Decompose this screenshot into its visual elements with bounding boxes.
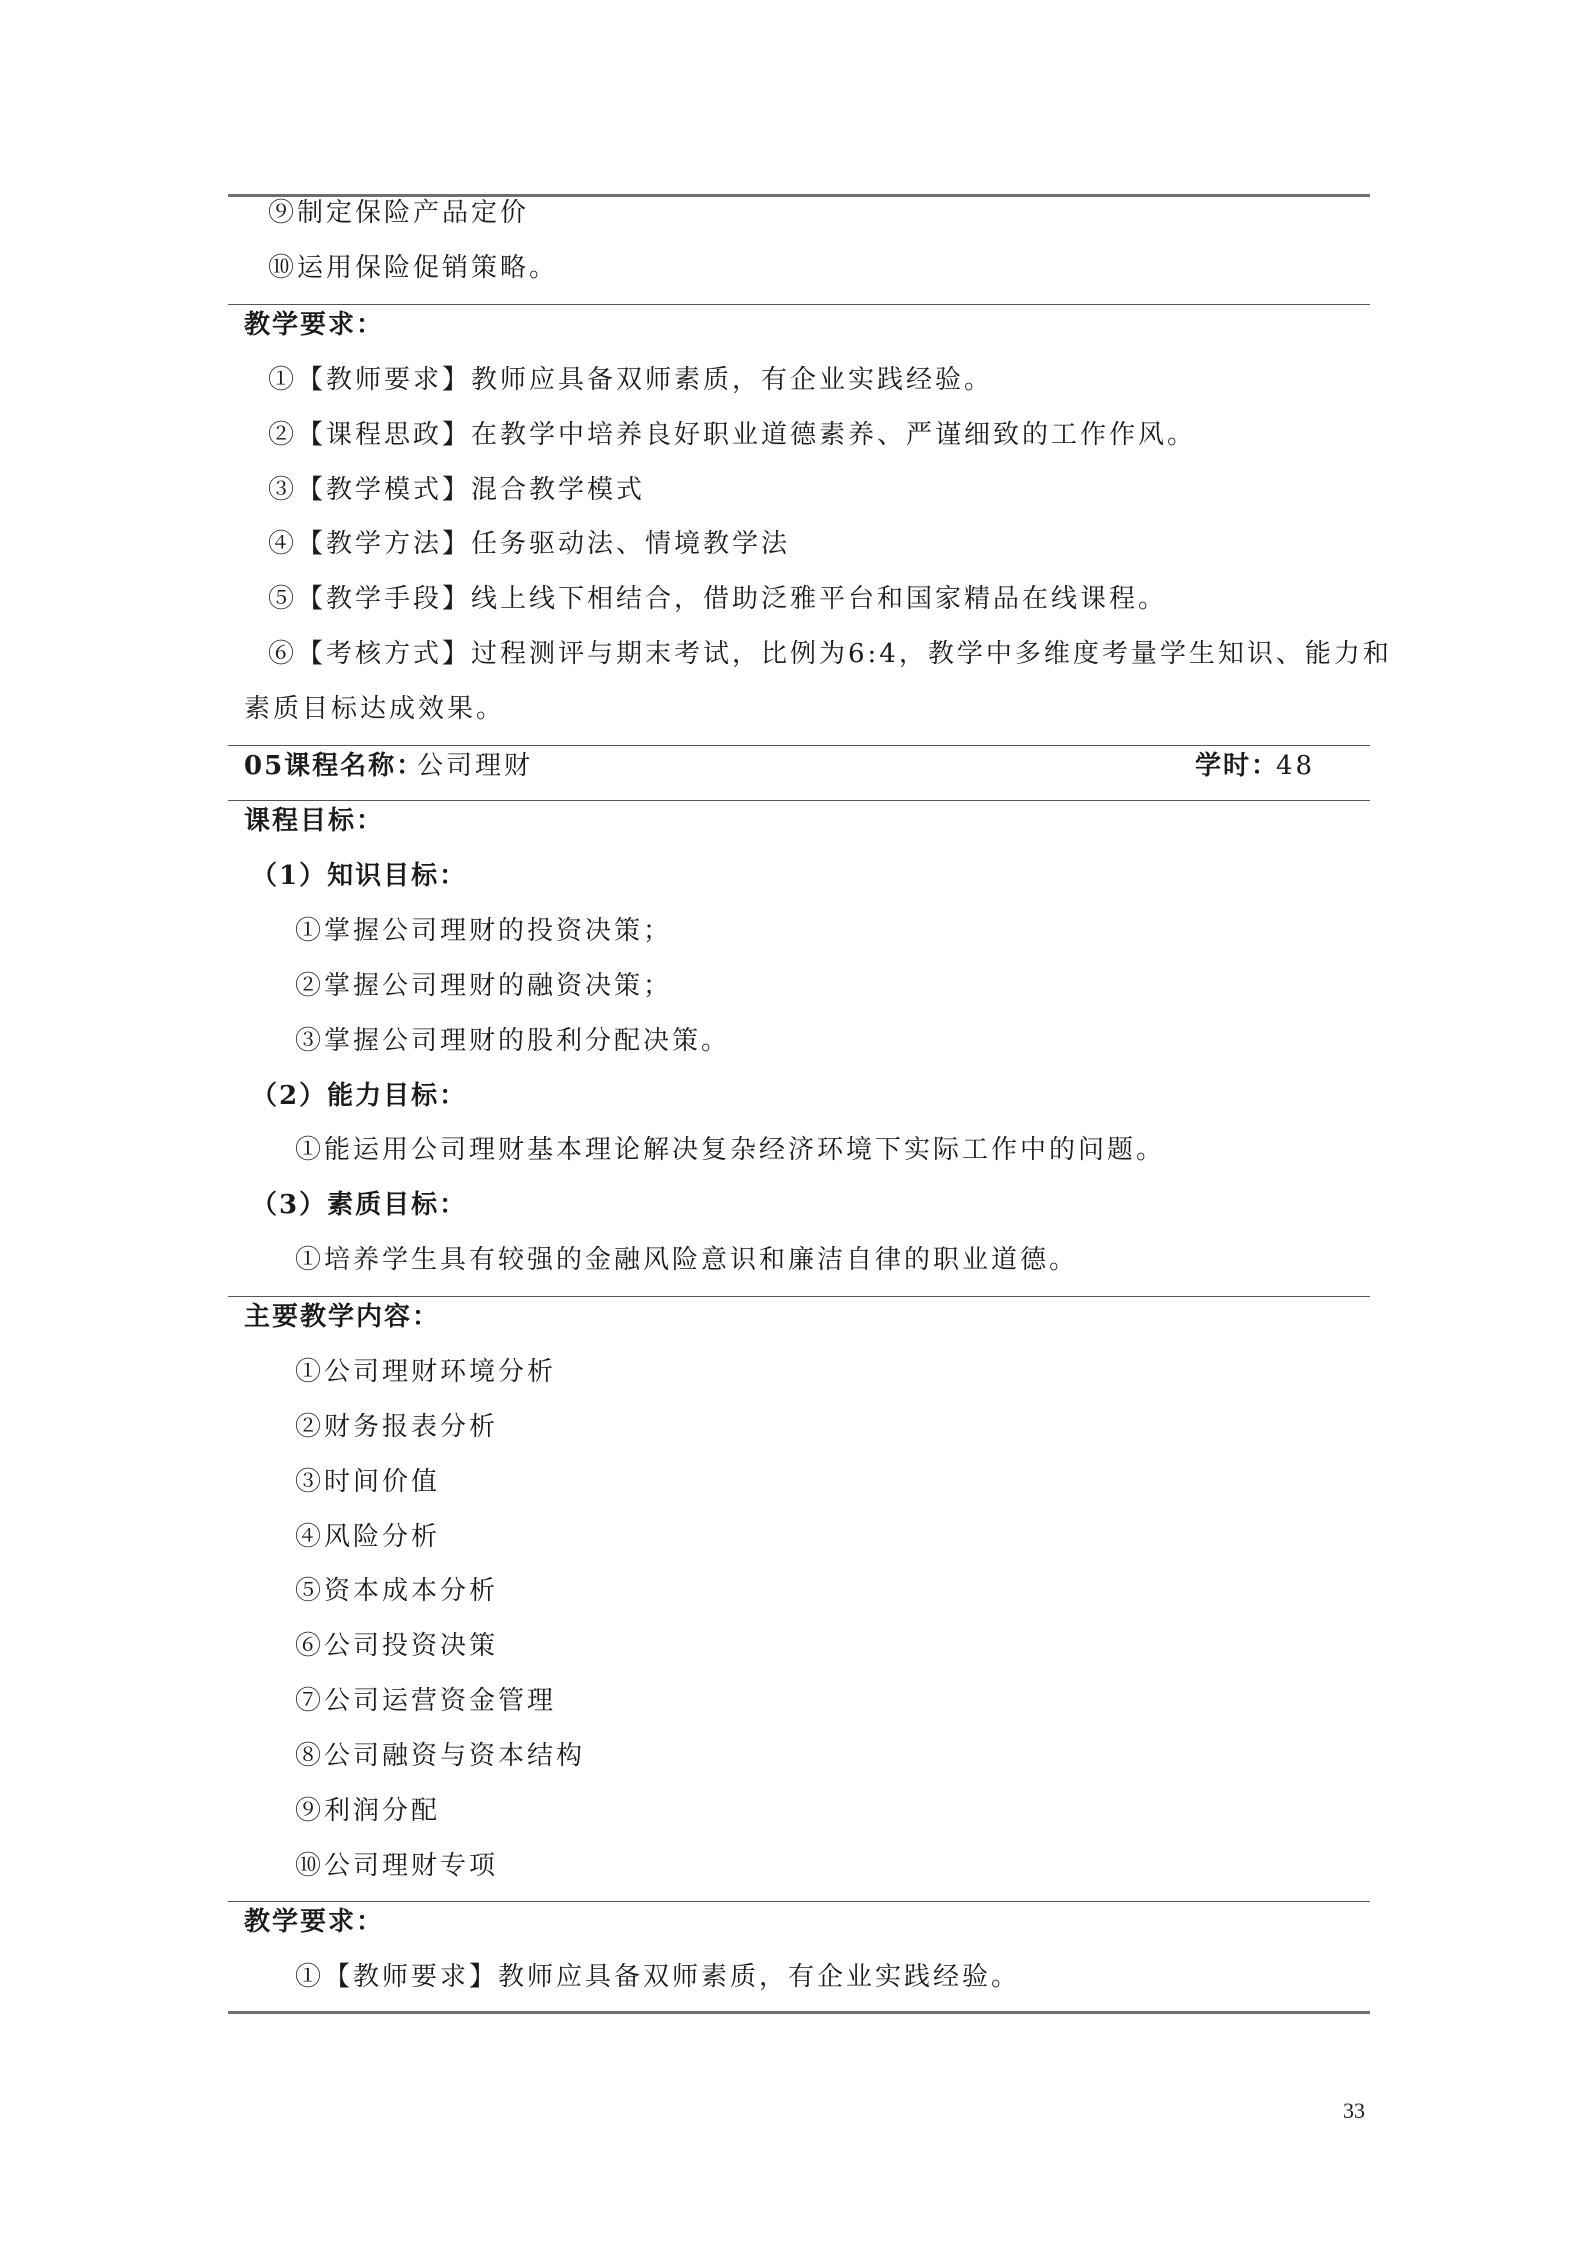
- requirement-item: ④【教学方法】任务驱动法、情境教学法: [268, 529, 791, 559]
- row-divider: [228, 304, 1370, 305]
- course-name: 公司理财: [417, 751, 534, 781]
- content-item: ⑤资本成本分析: [295, 1576, 499, 1606]
- ability-heading: （2）能力目标：: [251, 1081, 468, 1111]
- row-divider: [228, 1296, 1370, 1297]
- objective-item: ③掌握公司理财的股利分配决策。: [295, 1026, 731, 1056]
- page-number: 33: [1343, 2098, 1365, 2123]
- course-name-label: 05课程名称：: [244, 751, 425, 781]
- requirements-heading: 教学要求：: [244, 310, 385, 340]
- requirements-heading: 教学要求：: [244, 1907, 385, 1937]
- knowledge-heading: （1）知识目标：: [251, 861, 468, 891]
- content-item: ⑥公司投资决策: [295, 1631, 499, 1661]
- content-item: ③时间价值: [295, 1467, 441, 1497]
- row-divider: [228, 800, 1370, 801]
- table-bottom-border: [228, 2011, 1370, 2014]
- course-hours-label: 学时：: [1195, 751, 1280, 781]
- row-divider: [228, 1901, 1370, 1902]
- row-divider: [228, 745, 1370, 746]
- requirement-item-continued: 素质目标达成效果。: [244, 694, 506, 724]
- requirement-item: ②【课程思政】在教学中培养良好职业道德素养、严谨细致的工作作风。: [268, 420, 1197, 450]
- content-item: ⑨制定保险产品定价: [268, 198, 530, 228]
- requirement-item: ①【教师要求】教师应具备双师素质，有企业实践经验。: [268, 365, 994, 395]
- quality-heading: （3）素质目标：: [251, 1190, 468, 1220]
- content-item: ⑩公司理财专项: [295, 1851, 499, 1881]
- content-item: ⑩运用保险促销策略。: [268, 253, 559, 283]
- objective-item: ①能运用公司理财基本理论解决复杂经济环境下实际工作中的问题。: [295, 1135, 1166, 1165]
- requirement-item: ③【教学模式】混合教学模式: [268, 475, 646, 505]
- objective-item: ①培养学生具有较强的金融风险意识和廉洁自律的职业道德。: [295, 1245, 1079, 1275]
- requirement-item: ①【教师要求】教师应具备双师素质，有企业实践经验。: [295, 1962, 1021, 1992]
- content-item: ⑨利润分配: [295, 1796, 441, 1826]
- content-heading: 主要教学内容：: [244, 1302, 441, 1332]
- content-item: ①公司理财环境分析: [295, 1357, 557, 1387]
- content-item: ⑦公司运营资金管理: [295, 1686, 557, 1716]
- objective-item: ①掌握公司理财的投资决策；: [295, 916, 673, 946]
- content-item: ④风险分析: [295, 1522, 441, 1552]
- content-item: ⑧公司融资与资本结构: [295, 1741, 586, 1771]
- requirement-item: ⑥【考核方式】过程测评与期末考试，比例为6:4，教学中多维度考量学生知识、能力和: [268, 639, 1392, 669]
- course-hours: 48: [1276, 751, 1316, 781]
- requirement-item: ⑤【教学手段】线上线下相结合，借助泛雅平台和国家精品在线课程。: [268, 584, 1168, 614]
- objectives-heading: 课程目标：: [244, 806, 385, 836]
- objective-item: ②掌握公司理财的融资决策；: [295, 971, 673, 1001]
- content-item: ②财务报表分析: [295, 1412, 499, 1442]
